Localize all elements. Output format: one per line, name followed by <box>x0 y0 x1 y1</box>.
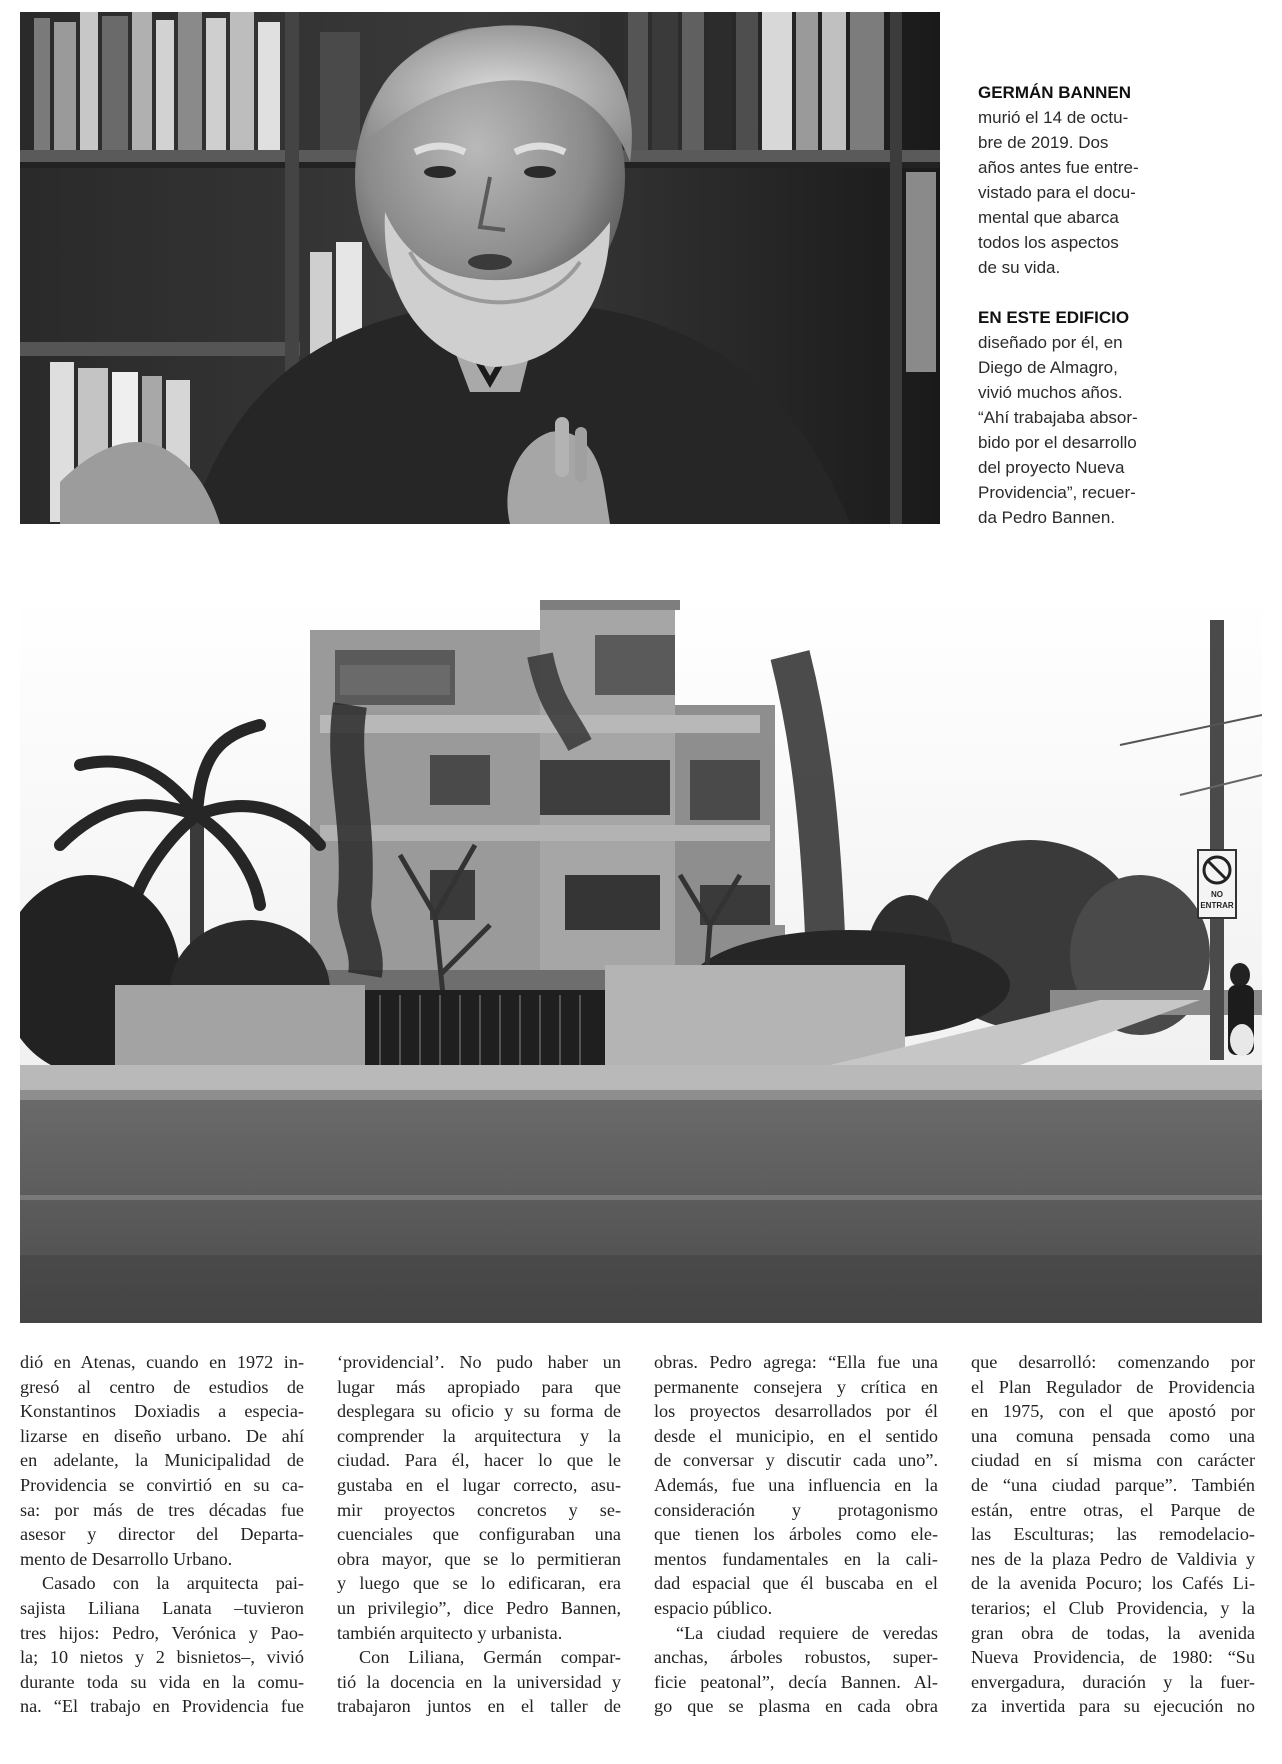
portrait-illustration <box>20 12 940 524</box>
text-line: Con Liliana, Germán compar- <box>359 1647 621 1668</box>
text-line: durante toda su vida en la comu- <box>20 1671 304 1692</box>
text-line: en adelante, la Municipalidad de <box>20 1450 304 1471</box>
text-line: están, entre otras, el Parque de <box>971 1499 1255 1520</box>
text-line: desplegara su oficio y su forma de <box>337 1401 621 1422</box>
text-line: de conversar y discutir cada uno”. <box>654 1450 938 1471</box>
text-line: permanente consejera y crítica en <box>654 1376 938 1397</box>
text-line: terarios; el Club Providencia, y la <box>971 1597 1255 1618</box>
caption-line: mental que abarca <box>978 208 1119 227</box>
caption-title: GERMÁN BANNEN <box>978 83 1131 102</box>
text-column-4 <box>971 1350 1255 1719</box>
building-illustration <box>20 595 1262 1323</box>
text-line: de “una ciudad parque”. También <box>971 1474 1255 1495</box>
text-line: za invertida para su ejecución no <box>971 1696 1255 1717</box>
caption-line: bido por el desarrollo <box>978 433 1137 452</box>
text-line: que tienen los árboles como ele- <box>654 1524 938 1545</box>
caption-line: bre de 2019. Dos <box>978 133 1109 152</box>
text-line: Konstantinos Doxiadis a especia- <box>20 1401 304 1422</box>
text-line: Providencia se convirtió en su ca- <box>20 1474 304 1495</box>
text-line: una comuna pensada como una <box>971 1425 1255 1446</box>
caption-line: diseñado por él, en <box>978 333 1123 352</box>
text-column-2 <box>337 1350 621 1719</box>
portrait-caption <box>978 80 1178 280</box>
building-photo <box>20 595 1262 1323</box>
text-line: envergadura, duración y la fuer- <box>971 1671 1255 1692</box>
text-line: lizarse en diseño urbano. De ahí <box>20 1425 304 1446</box>
caption-line: de su vida. <box>978 258 1061 277</box>
text-line: Nueva Providencia, de 1980: “Su <box>971 1647 1255 1668</box>
building-caption <box>978 305 1178 530</box>
text-line: ‘providencial’. No pudo haber un <box>337 1352 621 1372</box>
caption-line: vivió muchos años. <box>978 383 1123 402</box>
sign-text-line1: NO <box>1211 890 1223 899</box>
text-column-3 <box>654 1350 938 1719</box>
text-line: tió la docencia en la universidad y <box>337 1671 621 1692</box>
caption-line: Diego de Almagro, <box>978 358 1118 377</box>
text-line: un privilegio”, dice Pedro Bannen, <box>337 1597 621 1618</box>
text-line: gresó al centro de estudios de <box>20 1376 304 1397</box>
text-line: sajista Liliana Lanata –tuvieron <box>20 1597 304 1618</box>
caption-line: da Pedro Bannen. <box>978 508 1116 527</box>
text-line: comprender la arquitectura y la <box>337 1425 621 1446</box>
caption-line: “Ahí trabajaba absor- <box>978 408 1138 427</box>
caption-line: Providencia”, recuer- <box>978 483 1136 502</box>
text-line: también arquitecto y urbanista. <box>337 1622 563 1643</box>
caption-line: años antes fue entre- <box>978 158 1139 177</box>
text-line: go que se plasma en cada obra <box>654 1696 938 1717</box>
text-line: mir proyectos concretos y se- <box>337 1499 621 1520</box>
text-line: Además, fue una influencia en la <box>654 1474 938 1495</box>
caption-line: vistado para el docu- <box>978 183 1136 202</box>
text-line: la; 10 nietos y 2 bisnietos–, vivió <box>20 1647 304 1668</box>
text-line: Casado con la arquitecta pai- <box>42 1573 304 1594</box>
text-line: dad espacial que él buscaba en el <box>654 1573 938 1594</box>
text-line: las Esculturas; las remodelacio- <box>971 1524 1255 1545</box>
text-line: consideración y protagonismo <box>654 1499 938 1520</box>
text-line: trabajaron juntos en el taller de <box>337 1696 621 1717</box>
caption-line: del proyecto Nueva <box>978 458 1125 477</box>
text-line: nes de la plaza Pedro de Valdivia y <box>971 1548 1255 1569</box>
text-line: cuenciales que configuraban una <box>337 1524 621 1545</box>
text-line: los proyectos desarrollados por él <box>654 1401 938 1422</box>
caption-line: todos los aspectos <box>978 233 1119 252</box>
text-line: obra mayor, que se lo permitieran <box>337 1548 621 1569</box>
text-line: gustaba en el lugar correcto, asu- <box>337 1474 621 1495</box>
text-line: gran obra de todas, la avenida <box>971 1622 1255 1643</box>
text-line: y luego que se lo edificaran, era <box>337 1573 621 1594</box>
text-line: anchas, árboles robustos, super- <box>654 1647 938 1668</box>
text-line: mentos fundamentales en la cali- <box>654 1548 938 1569</box>
text-line: ciudad. Para él, hacer lo que le <box>337 1450 621 1471</box>
caption-line: murió el 14 de octu- <box>978 108 1129 127</box>
text-line: de la avenida Pocuro; los Cafés Li- <box>971 1573 1255 1594</box>
text-line: tres hijos: Pedro, Verónica y Pao- <box>20 1622 304 1643</box>
text-line: que desarrolló: comenzando por <box>971 1352 1255 1372</box>
text-column-1 <box>20 1350 304 1719</box>
text-line: en 1975, con el que apostó por <box>971 1401 1255 1422</box>
text-line: mento de Desarrollo Urbano. <box>20 1548 233 1569</box>
text-line: sa: por más de tres décadas fue <box>20 1499 304 1520</box>
sign-text-line2: ENTRAR <box>1200 901 1234 910</box>
text-line: obras. Pedro agrega: “Ella fue una <box>654 1352 938 1372</box>
text-line: dió en Atenas, cuando en 1972 in- <box>20 1352 304 1372</box>
text-line: asesor y director del Departa- <box>20 1524 304 1545</box>
caption-title: EN ESTE EDIFICIO <box>978 308 1130 327</box>
portrait-photo <box>20 12 940 524</box>
text-line: espacio público. <box>654 1597 773 1618</box>
text-line: lugar más apropiado para que <box>337 1376 621 1397</box>
text-line: ciudad en sí misma con carácter <box>971 1450 1255 1471</box>
text-line: desde el municipio, en el sentido <box>654 1425 938 1446</box>
text-line: “La ciudad requiere de veredas <box>676 1622 938 1643</box>
text-line: ficie peatonal”, decía Bannen. Al- <box>654 1671 938 1692</box>
text-line: el Plan Regulador de Providencia <box>971 1376 1255 1397</box>
text-line: na. “El trabajo en Providencia fue <box>20 1696 304 1717</box>
